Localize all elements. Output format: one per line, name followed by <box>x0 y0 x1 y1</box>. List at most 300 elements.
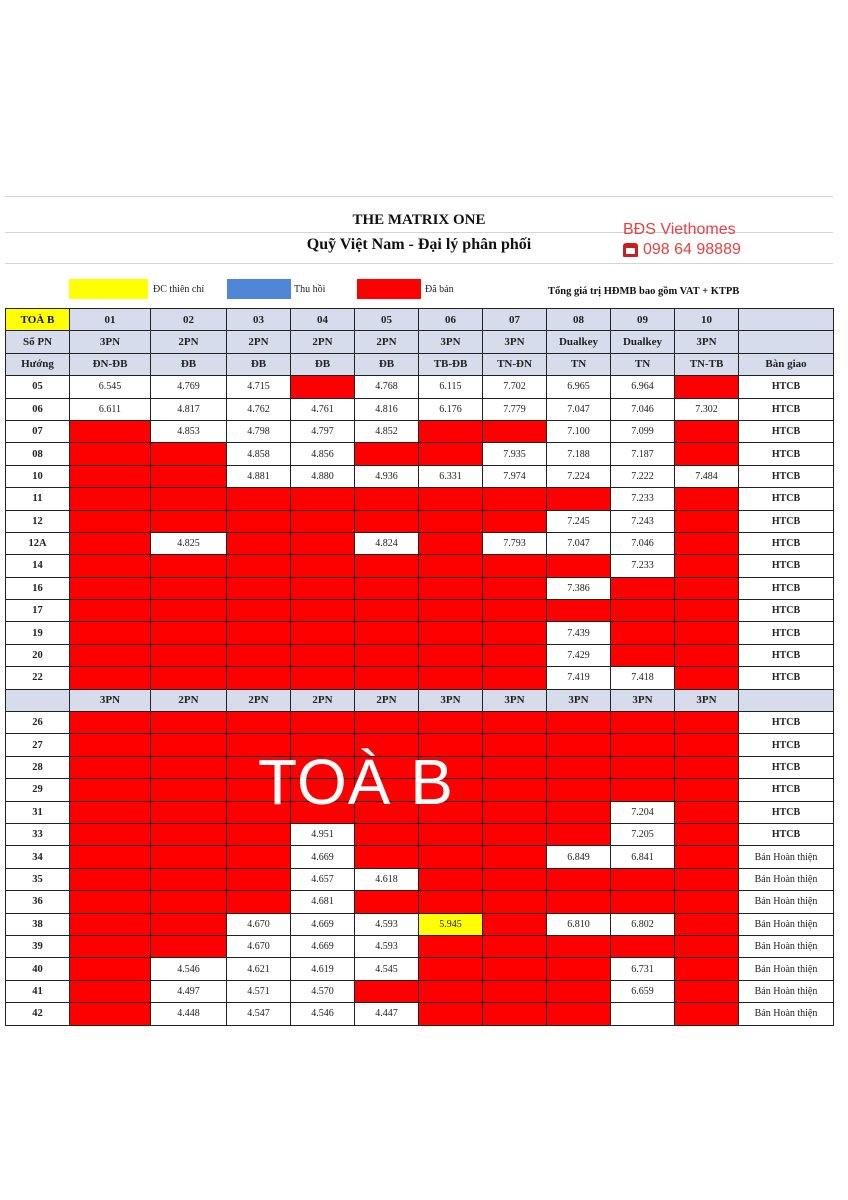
sold-cell <box>483 779 547 801</box>
price-cell: 7.484 <box>675 465 739 487</box>
sold-cell <box>291 622 355 644</box>
units-row-label: TOÀ B <box>6 309 70 331</box>
handover-cell: HTCB <box>739 532 834 554</box>
price-cell: 4.547 <box>227 1003 291 1025</box>
handover-cell: Bán Hoàn thiện <box>739 980 834 1002</box>
floor-cell: 14 <box>6 555 70 577</box>
price-cell: 6.849 <box>547 846 611 868</box>
sold-cell <box>675 891 739 913</box>
table-row <box>6 443 834 465</box>
sold-cell <box>355 980 419 1002</box>
sold-cell <box>355 622 419 644</box>
units-row-cell: 09 <box>611 309 675 331</box>
table-row <box>6 420 834 442</box>
sold-cell <box>151 712 227 734</box>
sold-cell <box>547 868 611 890</box>
table-row <box>6 577 834 599</box>
sold-cell <box>675 555 739 577</box>
units-row-cell: 08 <box>547 309 611 331</box>
sold-cell <box>483 823 547 845</box>
sold-cell <box>291 488 355 510</box>
sold-cell <box>611 622 675 644</box>
dirs-row-cell: ĐB <box>355 353 419 375</box>
types-lower-row <box>6 689 834 711</box>
sold-cell <box>227 488 291 510</box>
sold-cell <box>291 667 355 689</box>
legend-swatch-returned <box>227 279 291 299</box>
sold-cell <box>483 734 547 756</box>
sold-cell <box>419 980 483 1002</box>
floor-cell: 26 <box>6 712 70 734</box>
dirs-row-cell: ĐN-ĐB <box>70 353 151 375</box>
brand-name: BĐS Viethomes <box>623 221 736 238</box>
sold-cell <box>547 600 611 622</box>
sold-cell <box>70 935 151 957</box>
floor-cell: 16 <box>6 577 70 599</box>
sold-cell <box>227 868 291 890</box>
price-cell: 7.046 <box>611 398 675 420</box>
sold-cell <box>355 644 419 666</box>
sold-cell <box>419 891 483 913</box>
sold-cell <box>151 488 227 510</box>
sold-cell <box>419 510 483 532</box>
handover-cell: HTCB <box>739 779 834 801</box>
sold-cell <box>70 532 151 554</box>
sold-cell <box>483 846 547 868</box>
sold-cell <box>227 712 291 734</box>
floor-cell: 33 <box>6 823 70 845</box>
table-row <box>6 891 834 913</box>
sold-cell <box>675 734 739 756</box>
handover-cell: HTCB <box>739 734 834 756</box>
sold-cell <box>419 868 483 890</box>
table-row <box>6 980 834 1002</box>
price-cell: 4.593 <box>355 935 419 957</box>
handover-cell: HTCB <box>739 667 834 689</box>
sold-cell <box>291 577 355 599</box>
floor-cell: 34 <box>6 846 70 868</box>
sold-cell <box>419 488 483 510</box>
sold-cell <box>675 801 739 823</box>
sold-cell <box>355 667 419 689</box>
sold-cell <box>611 577 675 599</box>
types-lower-cell: 3PN <box>547 689 611 711</box>
price-cell: 6.841 <box>611 846 675 868</box>
sold-cell <box>675 913 739 935</box>
sold-cell <box>547 980 611 1002</box>
sold-cell <box>675 532 739 554</box>
sold-cell <box>151 667 227 689</box>
price-cell: 4.768 <box>355 376 419 398</box>
sold-cell <box>151 868 227 890</box>
handover-cell: HTCB <box>739 644 834 666</box>
sold-cell <box>70 577 151 599</box>
types-row-cell: 3PN <box>419 331 483 353</box>
price-cell: 7.429 <box>547 644 611 666</box>
sold-cell <box>419 622 483 644</box>
sold-cell <box>483 622 547 644</box>
handover-cell: Bán Hoàn thiện <box>739 868 834 890</box>
types-row-cell: 2PN <box>151 331 227 353</box>
sold-cell <box>70 958 151 980</box>
sold-cell <box>151 846 227 868</box>
sold-cell <box>419 600 483 622</box>
price-cell: 4.669 <box>291 913 355 935</box>
price-cell: 4.619 <box>291 958 355 980</box>
sold-cell <box>547 555 611 577</box>
sold-cell <box>151 801 227 823</box>
price-cell: 4.881 <box>227 465 291 487</box>
sold-cell <box>227 510 291 532</box>
price-cell: 7.188 <box>547 443 611 465</box>
dirs-row-cell: TN-TB <box>675 353 739 375</box>
sold-cell <box>291 376 355 398</box>
table-row <box>6 532 834 554</box>
price-cell: 4.448 <box>151 1003 227 1025</box>
table-row <box>6 555 834 577</box>
price-cell: 4.593 <box>355 913 419 935</box>
table-row <box>6 823 834 845</box>
sold-cell <box>70 891 151 913</box>
sold-cell <box>675 958 739 980</box>
price-cell: 7.974 <box>483 465 547 487</box>
floor-cell: 19 <box>6 622 70 644</box>
sold-cell <box>483 801 547 823</box>
floor-cell: 42 <box>6 1003 70 1025</box>
sold-cell <box>291 532 355 554</box>
brand-phone: 098 64 98889 <box>643 241 741 258</box>
price-cell: 6.731 <box>611 958 675 980</box>
price-cell: 6.115 <box>419 376 483 398</box>
sold-cell <box>547 935 611 957</box>
legend-label-returned: Thu hồi <box>294 284 326 295</box>
floor-cell: 36 <box>6 891 70 913</box>
units-row-cell: 04 <box>291 309 355 331</box>
sold-cell <box>291 644 355 666</box>
sold-cell <box>227 846 291 868</box>
floor-cell: 06 <box>6 398 70 420</box>
sold-cell <box>355 443 419 465</box>
price-sheet <box>5 196 833 1026</box>
floor-cell: 40 <box>6 958 70 980</box>
price-cell: 4.670 <box>227 935 291 957</box>
sold-cell <box>151 779 227 801</box>
handover-cell: HTCB <box>739 398 834 420</box>
units-row-cell: 02 <box>151 309 227 331</box>
types-row-cell: 2PN <box>291 331 355 353</box>
price-cell: 4.816 <box>355 398 419 420</box>
price-cell: 4.858 <box>227 443 291 465</box>
types-lower-cell: 3PN <box>419 689 483 711</box>
price-cell: 4.856 <box>291 443 355 465</box>
sold-cell <box>611 756 675 778</box>
floor-cell: 35 <box>6 868 70 890</box>
sold-cell <box>70 465 151 487</box>
sold-cell <box>151 913 227 935</box>
sold-cell <box>291 555 355 577</box>
sold-cell <box>675 779 739 801</box>
sold-cell <box>483 1003 547 1025</box>
handover-cell: Bán Hoàn thiện <box>739 935 834 957</box>
sold-cell <box>151 600 227 622</box>
sold-cell <box>675 712 739 734</box>
dirs-row-end: Bàn giao <box>739 353 834 375</box>
price-cell: 4.762 <box>227 398 291 420</box>
sold-cell <box>483 756 547 778</box>
dirs-row-cell: TN <box>611 353 675 375</box>
sold-cell <box>70 600 151 622</box>
price-cell: 7.243 <box>611 510 675 532</box>
sold-cell <box>483 600 547 622</box>
sold-cell <box>675 667 739 689</box>
sold-cell <box>483 980 547 1002</box>
sold-cell <box>483 667 547 689</box>
sold-cell <box>291 510 355 532</box>
sold-cell <box>227 555 291 577</box>
sold-cell <box>419 846 483 868</box>
sold-cell <box>547 779 611 801</box>
sold-cell <box>483 510 547 532</box>
sold-cell <box>151 510 227 532</box>
floor-cell: 12A <box>6 532 70 554</box>
sold-cell <box>227 891 291 913</box>
floor-cell: 39 <box>6 935 70 957</box>
sold-cell <box>227 667 291 689</box>
table-row <box>6 935 834 957</box>
price-cell: 7.793 <box>483 532 547 554</box>
sold-cell <box>675 935 739 957</box>
handover-cell: Bán Hoàn thiện <box>739 958 834 980</box>
sold-cell <box>483 868 547 890</box>
price-cell: 7.302 <box>675 398 739 420</box>
legend-label-sold: Đã bán <box>425 284 454 295</box>
price-cell: 6.176 <box>419 398 483 420</box>
types-row-cell: 3PN <box>483 331 547 353</box>
sold-cell <box>675 980 739 1002</box>
sold-cell <box>547 734 611 756</box>
units-row-end <box>739 309 834 331</box>
sold-cell <box>419 712 483 734</box>
price-cell: 7.100 <box>547 420 611 442</box>
sold-cell <box>611 779 675 801</box>
price-cell: 4.852 <box>355 420 419 442</box>
sold-cell <box>70 868 151 890</box>
units-row-cell: 05 <box>355 309 419 331</box>
handover-cell: Bán Hoàn thiện <box>739 846 834 868</box>
price-cell: 4.797 <box>291 420 355 442</box>
sold-cell <box>227 823 291 845</box>
price-cell: 6.810 <box>547 913 611 935</box>
sold-cell <box>70 823 151 845</box>
sold-cell <box>70 667 151 689</box>
price-cell: 4.669 <box>291 935 355 957</box>
sold-cell <box>675 376 739 398</box>
floor-cell: 41 <box>6 980 70 1002</box>
types-lower-end <box>739 689 834 711</box>
price-cell: 4.715 <box>227 376 291 398</box>
dirs-row <box>6 353 834 375</box>
sold-cell <box>483 555 547 577</box>
price-cell: 6.659 <box>611 980 675 1002</box>
types-row-label: Số PN <box>6 331 70 353</box>
table-row <box>6 712 834 734</box>
handover-cell: HTCB <box>739 712 834 734</box>
sold-cell <box>151 823 227 845</box>
sold-cell <box>483 891 547 913</box>
sold-cell <box>70 555 151 577</box>
price-cell: 7.046 <box>611 532 675 554</box>
units-row-cell: 10 <box>675 309 739 331</box>
table-row <box>6 622 834 644</box>
handover-cell: HTCB <box>739 801 834 823</box>
sold-cell <box>291 712 355 734</box>
types-lower-cell: 2PN <box>151 689 227 711</box>
price-cell: 7.419 <box>547 667 611 689</box>
price-cell: 7.245 <box>547 510 611 532</box>
price-cell: 7.702 <box>483 376 547 398</box>
sold-cell <box>355 600 419 622</box>
sold-cell <box>151 891 227 913</box>
types-row-cell: 3PN <box>675 331 739 353</box>
price-cell: 6.965 <box>547 376 611 398</box>
sold-cell <box>355 488 419 510</box>
sold-cell <box>70 712 151 734</box>
table-row <box>6 913 834 935</box>
types-lower-cell: 3PN <box>611 689 675 711</box>
price-cell: 4.545 <box>355 958 419 980</box>
sold-cell <box>419 667 483 689</box>
sold-cell <box>151 555 227 577</box>
price-cell: 6.611 <box>70 398 151 420</box>
sold-cell <box>611 644 675 666</box>
sold-cell <box>675 510 739 532</box>
price-cell: 4.798 <box>227 420 291 442</box>
sold-cell <box>151 756 227 778</box>
price-cell: 7.205 <box>611 823 675 845</box>
types-row-cell: 2PN <box>355 331 419 353</box>
dirs-row-cell: ĐB <box>291 353 355 375</box>
handover-cell: Bán Hoàn thiện <box>739 891 834 913</box>
sold-cell <box>70 510 151 532</box>
handover-cell: Bán Hoàn thiện <box>739 913 834 935</box>
handover-cell: HTCB <box>739 420 834 442</box>
price-cell: 4.497 <box>151 980 227 1002</box>
handover-cell: HTCB <box>739 443 834 465</box>
dirs-row-label: Hướng <box>6 353 70 375</box>
price-cell: 7.204 <box>611 801 675 823</box>
sold-cell <box>675 622 739 644</box>
price-cell: 7.935 <box>483 443 547 465</box>
handover-cell: HTCB <box>739 823 834 845</box>
price-cell: 7.047 <box>547 532 611 554</box>
table-row <box>6 510 834 532</box>
floor-cell: 27 <box>6 734 70 756</box>
sold-cell <box>151 577 227 599</box>
sold-cell <box>675 443 739 465</box>
price-cell: 4.447 <box>355 1003 419 1025</box>
handover-cell: HTCB <box>739 756 834 778</box>
sold-cell <box>675 644 739 666</box>
sold-cell <box>227 577 291 599</box>
table-row <box>6 376 834 398</box>
price-cell: 4.936 <box>355 465 419 487</box>
price-cell: 4.951 <box>291 823 355 845</box>
sold-cell <box>419 935 483 957</box>
price-cell: 6.964 <box>611 376 675 398</box>
sold-cell <box>227 600 291 622</box>
handover-cell: HTCB <box>739 376 834 398</box>
sold-cell <box>355 846 419 868</box>
sold-cell <box>355 577 419 599</box>
price-cell: 7.779 <box>483 398 547 420</box>
sold-cell <box>675 420 739 442</box>
sold-cell <box>547 712 611 734</box>
price-cell: 4.825 <box>151 532 227 554</box>
sold-cell <box>675 488 739 510</box>
sold-cell <box>151 465 227 487</box>
sold-cell <box>70 622 151 644</box>
sold-cell <box>355 891 419 913</box>
sold-cell <box>547 488 611 510</box>
types-lower-label <box>6 689 70 711</box>
types-lower-cell: 3PN <box>675 689 739 711</box>
sold-cell <box>227 644 291 666</box>
dirs-row-cell: TB-ĐB <box>419 353 483 375</box>
watermark: TOÀ B <box>258 746 454 818</box>
legend <box>5 264 833 308</box>
table-row <box>6 644 834 666</box>
brand-phone-row <box>623 240 741 260</box>
page-title: THE MATRIX ONE <box>352 212 486 228</box>
table-row <box>6 488 834 510</box>
sold-cell <box>483 935 547 957</box>
floor-cell: 08 <box>6 443 70 465</box>
sold-cell <box>355 555 419 577</box>
price-cell: 7.386 <box>547 577 611 599</box>
sold-cell <box>483 913 547 935</box>
sold-cell <box>419 1003 483 1025</box>
floor-cell: 31 <box>6 801 70 823</box>
sold-cell <box>483 644 547 666</box>
price-cell: 7.187 <box>611 443 675 465</box>
types-lower-cell: 2PN <box>227 689 291 711</box>
sold-cell <box>355 510 419 532</box>
types-lower-cell: 2PN <box>355 689 419 711</box>
floor-cell: 28 <box>6 756 70 778</box>
price-cell: 4.669 <box>291 846 355 868</box>
units-row <box>6 309 834 331</box>
floor-cell: 11 <box>6 488 70 510</box>
floor-cell: 29 <box>6 779 70 801</box>
price-cell: 4.853 <box>151 420 227 442</box>
sold-cell <box>611 712 675 734</box>
sold-cell <box>547 1003 611 1025</box>
table-row <box>6 667 834 689</box>
price-cell: 4.571 <box>227 980 291 1002</box>
legend-swatch-deposit <box>69 279 148 299</box>
sold-cell <box>611 600 675 622</box>
floor-cell: 07 <box>6 420 70 442</box>
table-row <box>6 398 834 420</box>
price-cell: 4.681 <box>291 891 355 913</box>
legend-swatch-sold <box>357 279 421 299</box>
units-row-cell: 06 <box>419 309 483 331</box>
sold-cell <box>70 980 151 1002</box>
types-row-cell: 3PN <box>70 331 151 353</box>
dirs-row-cell: ĐB <box>151 353 227 375</box>
sold-cell <box>291 600 355 622</box>
handover-cell: HTCB <box>739 622 834 644</box>
